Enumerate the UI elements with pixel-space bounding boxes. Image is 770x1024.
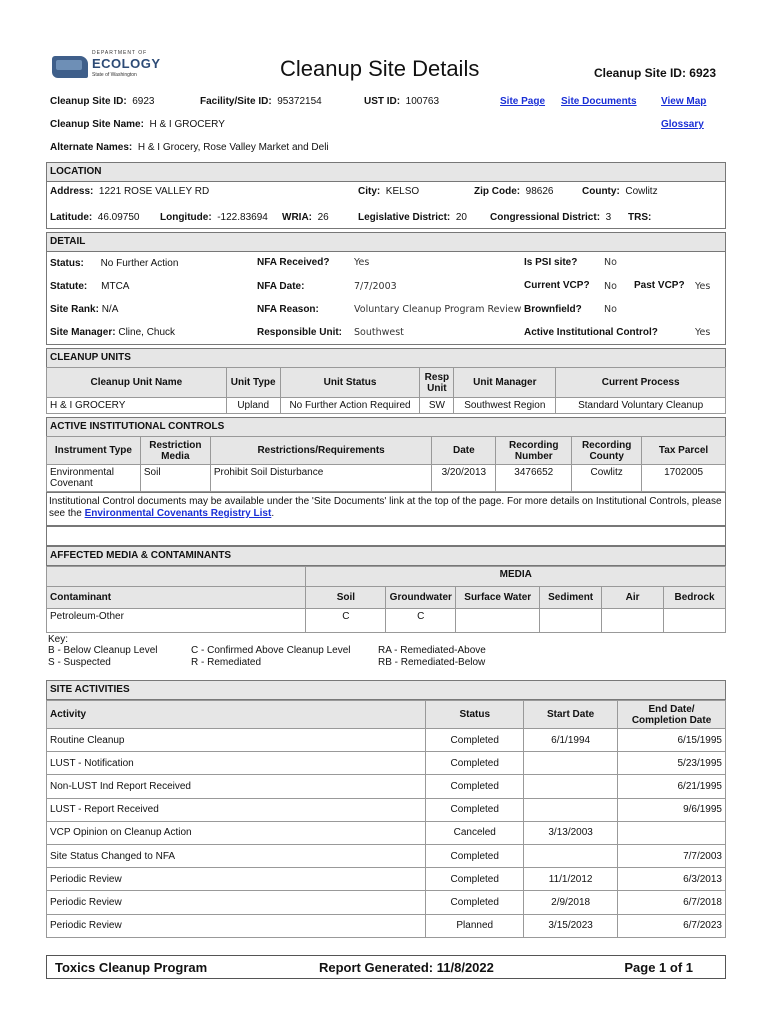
key-item: RB - Remediated-Below	[378, 657, 486, 668]
cell: Southwest Region	[454, 398, 556, 414]
cell: Non-LUST Ind Report Received	[47, 775, 426, 798]
cell: Completed	[426, 868, 524, 891]
ic-table	[46, 436, 726, 492]
cell: 6/15/1995	[618, 729, 726, 752]
col-start-date: Start Date	[524, 701, 618, 729]
media-blank	[47, 567, 306, 587]
key-item: S - Suspected	[48, 657, 111, 668]
cell	[602, 609, 664, 633]
cell: 11/1/2012	[524, 868, 618, 891]
wria: WRIA: 26	[282, 212, 329, 223]
ust-id: UST ID: 100763	[364, 96, 440, 107]
facility-id: Facility/Site ID: 95372154	[200, 96, 322, 107]
col-current-process: Current Process	[556, 368, 726, 398]
cell: No Further Action Required	[280, 398, 420, 414]
cell: LUST - Report Received	[47, 798, 426, 821]
table-row	[47, 398, 726, 414]
congressional-district: Congressional District: 3	[490, 212, 612, 223]
table-row	[47, 868, 726, 891]
cell: Standard Voluntary Cleanup	[556, 398, 726, 414]
footer-generated: Report Generated: 11/8/2022	[319, 960, 494, 975]
nfa-date-label: NFA Date:	[257, 281, 305, 292]
washington-map-icon	[52, 56, 88, 78]
cell: 3476652	[496, 465, 572, 492]
active-ic: Yes	[695, 327, 711, 338]
key-item: B - Below Cleanup Level	[48, 645, 158, 656]
cell	[524, 752, 618, 775]
cell: Upland	[226, 398, 280, 414]
activities-table	[46, 700, 726, 938]
col-resp-unit: Resp Unit	[420, 368, 454, 398]
brownfield-label: Brownfield?	[524, 304, 582, 315]
address: Address: 1221 ROSE VALLEY RD	[50, 186, 210, 197]
past-vcp: Yes	[695, 281, 711, 292]
responsible-unit-label: Responsible Unit:	[257, 327, 343, 338]
col-end-date: End Date/ Completion Date	[618, 701, 726, 729]
col-sediment: Sediment	[540, 587, 602, 609]
city: City: KELSO	[358, 186, 420, 197]
cell	[664, 609, 726, 633]
cell: Cowlitz	[572, 465, 642, 492]
col-activity: Activity	[47, 701, 426, 729]
col-date: Date	[432, 437, 496, 465]
ecology-logo	[52, 50, 161, 80]
activities-section-header: SITE ACTIVITIES	[46, 680, 726, 700]
table-row	[47, 752, 726, 775]
col-restrictions: Restrictions/Requirements	[210, 437, 432, 465]
col-tax-parcel: Tax Parcel	[642, 437, 726, 465]
covenants-registry-link[interactable]: Environmental Covenants Registry List	[84, 508, 272, 519]
table-row	[47, 609, 726, 633]
key-item: R - Remediated	[191, 657, 262, 668]
footer-page: Page 1 of 1	[624, 960, 693, 975]
location-section-header: LOCATION	[46, 162, 726, 182]
col-recording-county: Recording County	[572, 437, 642, 465]
col-instrument-type: Instrument Type	[47, 437, 141, 465]
cleanup-site-name: Cleanup Site Name: H & I GROCERY	[50, 119, 225, 130]
ic-section-header: ACTIVE INSTITUTIONAL CONTROLS	[46, 417, 726, 437]
past-vcp-label: Past VCP?	[634, 280, 685, 291]
cell: C	[386, 609, 456, 633]
col-air: Air	[602, 587, 664, 609]
cell: Canceled	[426, 821, 524, 844]
key-item: C - Confirmed Above Cleanup Level	[191, 645, 351, 656]
cell	[524, 798, 618, 821]
logo-line3: State of Washington	[92, 72, 137, 78]
site-id-heading: Cleanup Site ID: 6923	[593, 66, 716, 80]
active-ic-label: Active Institutional Control?	[524, 327, 658, 338]
statute: Statute: MTCA	[50, 281, 130, 292]
cell	[524, 775, 618, 798]
cell: 6/7/2023	[618, 914, 726, 937]
ic-note: Institutional Control documents may be available under the 'Site Documents' link at the top of the page. For more details on Institutional Controls, please see the Environmental Covenants Registry List.	[46, 492, 726, 526]
site-rank: Site Rank: N/A	[50, 304, 119, 315]
cell: Soil	[140, 465, 210, 492]
cell: 6/3/2013	[618, 868, 726, 891]
cell: 9/6/1995	[618, 798, 726, 821]
cell: Prohibit Soil Disturbance	[210, 465, 432, 492]
cell: Completed	[426, 752, 524, 775]
table-row	[47, 729, 726, 752]
cell: 3/13/2003	[524, 821, 618, 844]
logo-line2: ECOLOGY	[92, 56, 161, 71]
trs: TRS:	[628, 212, 652, 223]
cell: Completed	[426, 844, 524, 867]
status: Status: No Further Action	[50, 258, 179, 269]
site-page-link[interactable]: Site Page	[500, 96, 546, 107]
logo-line1: DEPARTMENT OF	[92, 50, 148, 56]
col-restriction-media: Restriction Media	[140, 437, 210, 465]
media-table	[46, 566, 726, 633]
cleanup-site-id: Cleanup Site ID: 6923	[50, 96, 155, 107]
nfa-received: Yes	[354, 257, 370, 268]
cleanup-units-table	[46, 367, 726, 414]
psi-label: Is PSI site?	[524, 257, 578, 268]
nfa-date: 7/7/2003	[354, 281, 397, 292]
col-unit-status: Unit Status	[280, 368, 420, 398]
table-row	[47, 821, 726, 844]
latitude: Latitude: 46.09750	[50, 212, 140, 223]
cell: Routine Cleanup	[47, 729, 426, 752]
col-bedrock: Bedrock	[664, 587, 726, 609]
cell: 6/1/1994	[524, 729, 618, 752]
cell	[540, 609, 602, 633]
nfa-reason-label: NFA Reason:	[257, 304, 319, 315]
media-section-header: AFFECTED MEDIA & CONTAMINANTS	[46, 546, 726, 566]
cell: Completed	[426, 775, 524, 798]
cell: Periodic Review	[47, 868, 426, 891]
cell: 7/7/2003	[618, 844, 726, 867]
county: County: Cowlitz	[582, 186, 658, 197]
table-row	[47, 798, 726, 821]
cell	[524, 844, 618, 867]
site-manager: Site Manager: Cline, Chuck	[50, 327, 176, 338]
nfa-reason: Voluntary Cleanup Program Review	[354, 304, 522, 315]
cell: Periodic Review	[47, 891, 426, 914]
cell	[456, 609, 540, 633]
cell: 3/15/2023	[524, 914, 618, 937]
table-row	[47, 914, 726, 937]
alternate-names: Alternate Names: H & I Grocery, Rose Valley Market and Deli	[50, 142, 329, 153]
legislative-district: Legislative District: 20	[358, 212, 467, 223]
cell: Completed	[426, 891, 524, 914]
cell: H & I GROCERY	[47, 398, 227, 414]
table-row	[47, 891, 726, 914]
key-title: Key:	[48, 634, 69, 645]
cell: C	[306, 609, 386, 633]
col-surface-water: Surface Water	[456, 587, 540, 609]
cell: 5/23/1995	[618, 752, 726, 775]
col-cleanup-unit-name: Cleanup Unit Name	[47, 368, 227, 398]
table-row	[47, 775, 726, 798]
col-contaminant: Contaminant	[47, 587, 306, 609]
cell	[618, 821, 726, 844]
cell: Completed	[426, 798, 524, 821]
detail-section-header: DETAIL	[46, 232, 726, 252]
footer-program: Toxics Cleanup Program	[55, 960, 208, 975]
zip-code: Zip Code: 98626	[474, 186, 554, 197]
site-documents-link[interactable]: Site Documents	[561, 96, 637, 107]
cell: 6/7/2018	[618, 891, 726, 914]
col-unit-manager: Unit Manager	[454, 368, 556, 398]
cell: VCP Opinion on Cleanup Action	[47, 821, 426, 844]
cell: SW	[420, 398, 454, 414]
col-groundwater: Groundwater	[386, 587, 456, 609]
table-row	[47, 844, 726, 867]
cell: Site Status Changed to NFA	[47, 844, 426, 867]
col-soil: Soil	[306, 587, 386, 609]
glossary-link[interactable]: Glossary	[661, 119, 704, 130]
media-label: MEDIA	[306, 567, 726, 587]
nfa-received-label: NFA Received?	[257, 257, 330, 268]
footer	[46, 955, 726, 979]
cell: LUST - Notification	[47, 752, 426, 775]
view-map-link[interactable]: View Map	[661, 96, 707, 107]
cell: Planned	[426, 914, 524, 937]
longitude: Longitude: -122.83694	[160, 212, 268, 223]
cell: 2/9/2018	[524, 891, 618, 914]
cell: Environmental Covenant	[47, 465, 141, 492]
cell: 6/21/1995	[618, 775, 726, 798]
cell: Completed	[426, 729, 524, 752]
brownfield: No	[604, 304, 617, 315]
col-recording-number: Recording Number	[496, 437, 572, 465]
current-vcp-label: Current VCP?	[524, 280, 590, 291]
page-title: Cleanup Site Details	[280, 56, 480, 81]
table-row	[47, 465, 726, 492]
current-vcp: No	[604, 281, 617, 292]
responsible-unit: Southwest	[354, 327, 404, 338]
key-item: RA - Remediated-Above	[378, 645, 486, 656]
spacer-box	[46, 526, 726, 546]
cell: 3/20/2013	[432, 465, 496, 492]
col-status: Status	[426, 701, 524, 729]
psi: No	[604, 257, 617, 268]
cell: Periodic Review	[47, 914, 426, 937]
cell: Petroleum-Other	[47, 609, 306, 633]
cleanup-units-section-header: CLEANUP UNITS	[46, 348, 726, 368]
col-unit-type: Unit Type	[226, 368, 280, 398]
cell: 1702005	[642, 465, 726, 492]
